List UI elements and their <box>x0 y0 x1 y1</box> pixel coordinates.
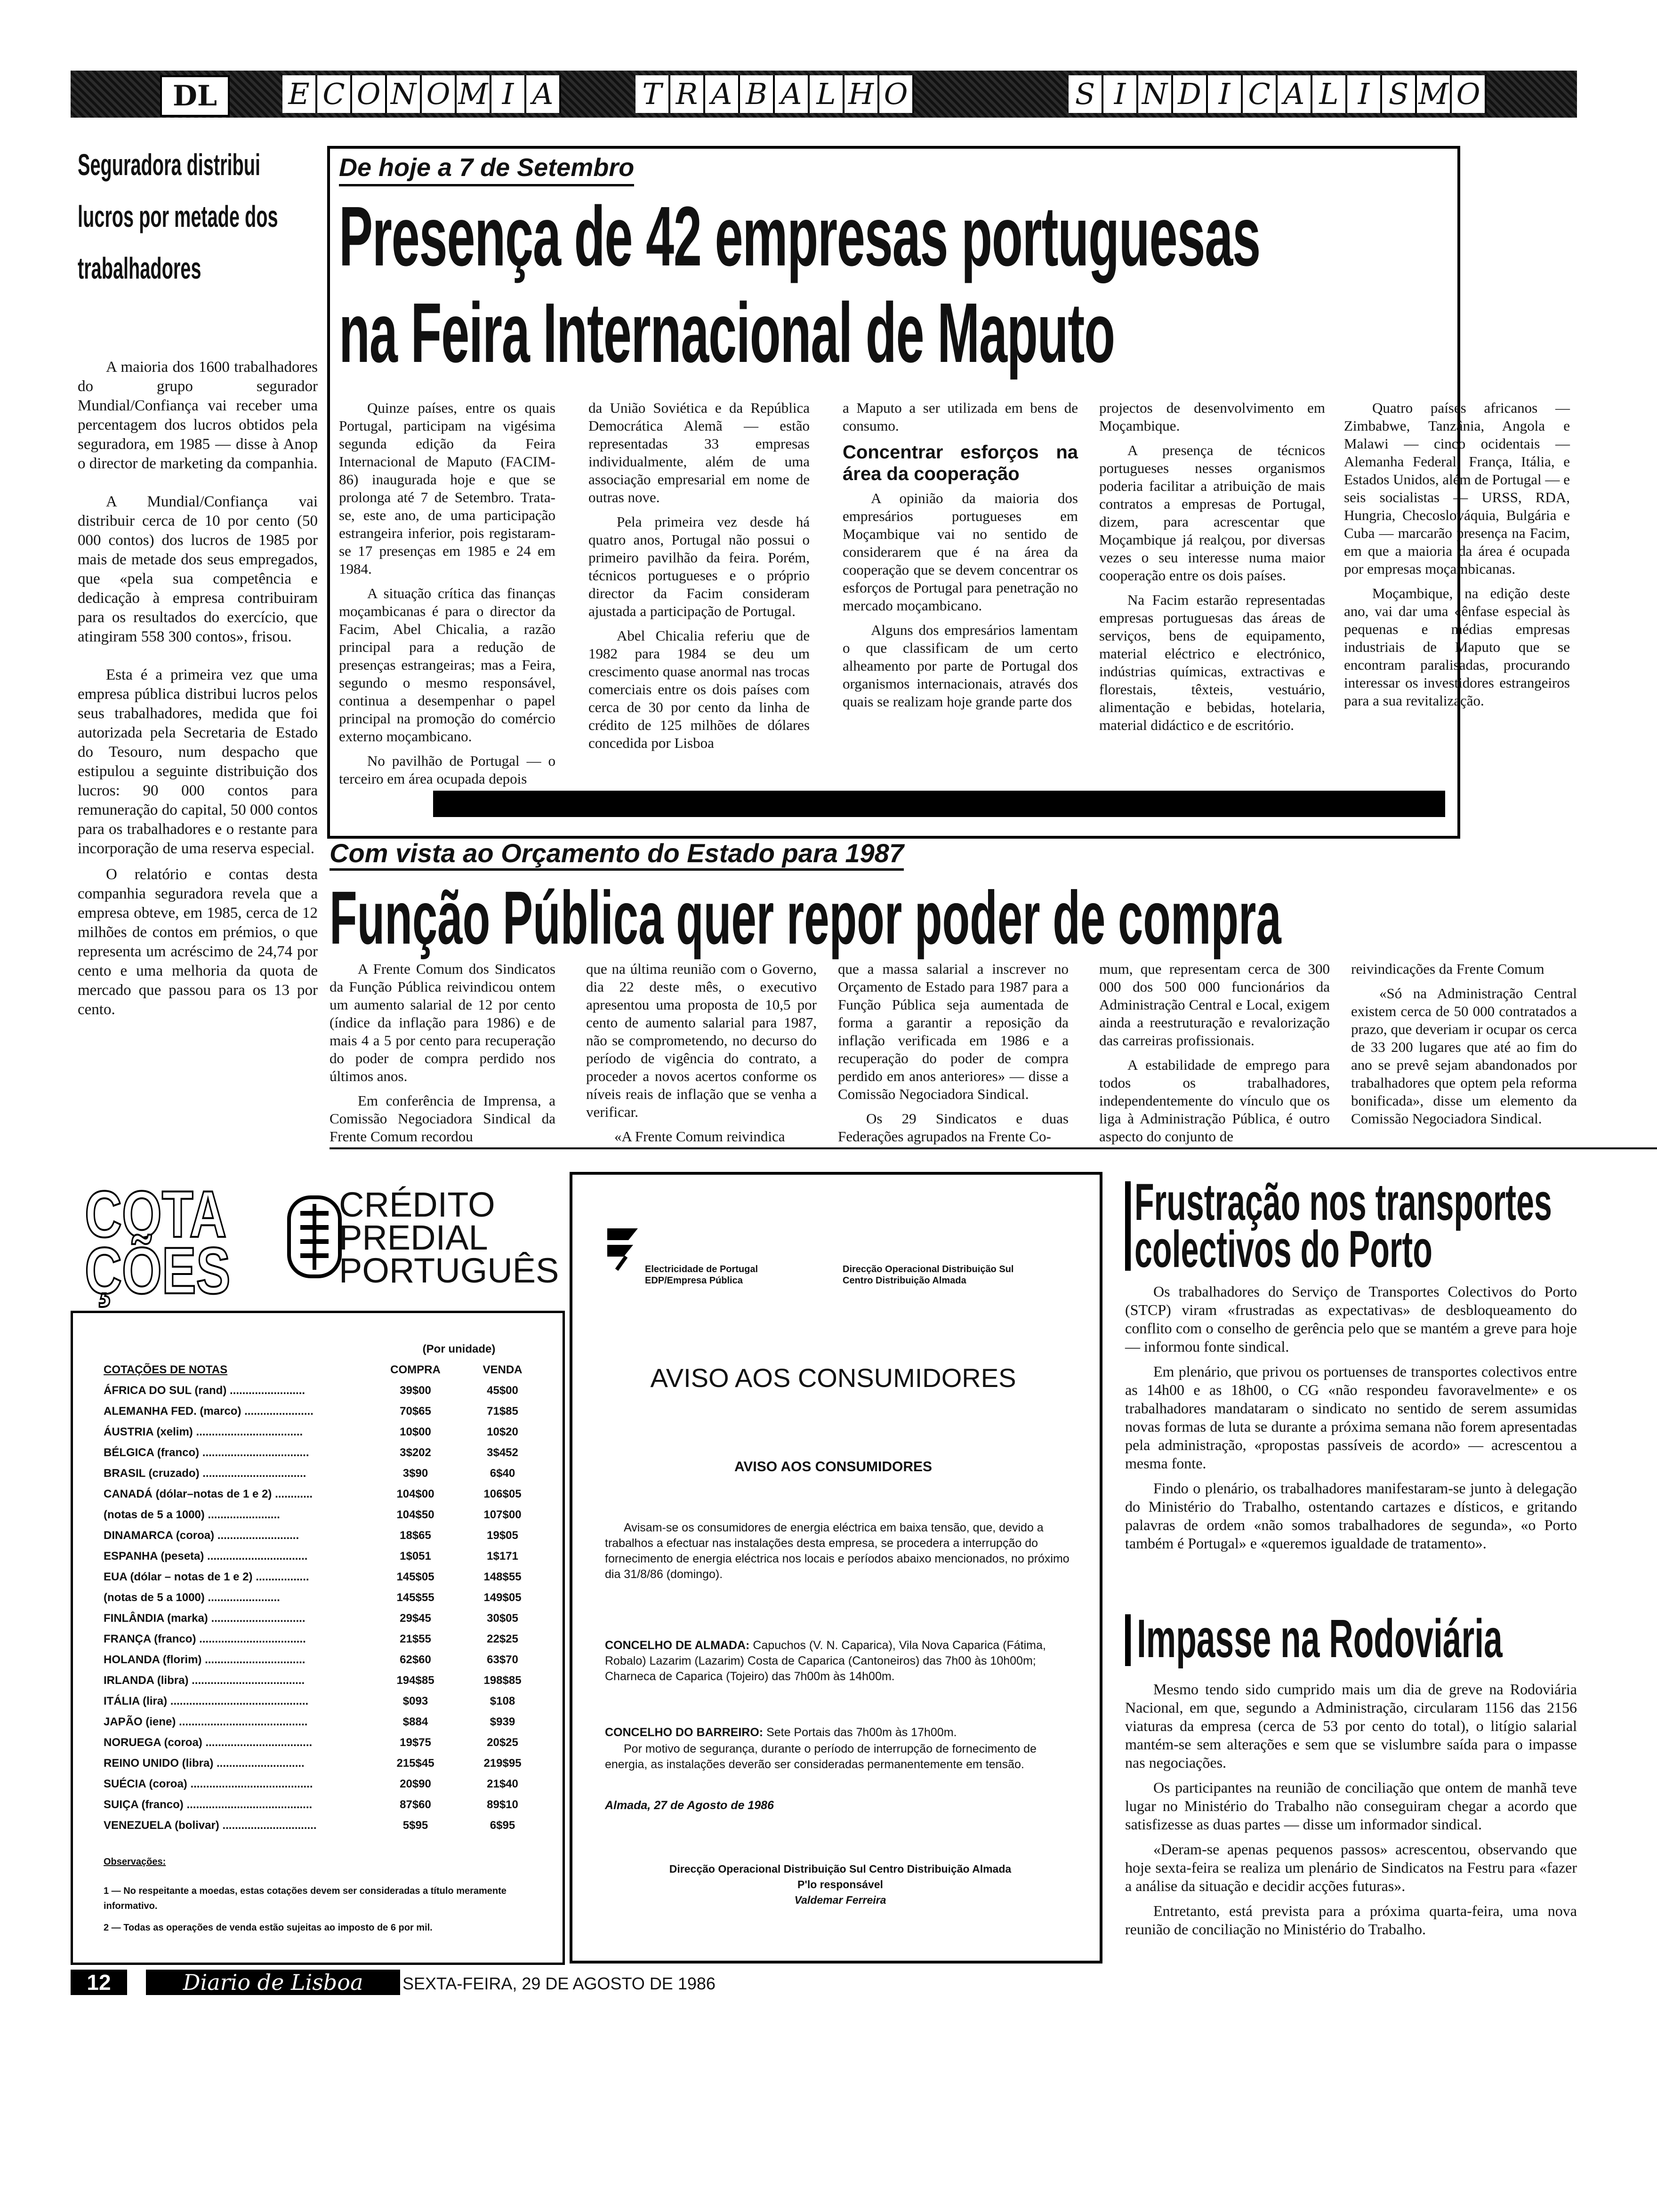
paragraph: «A Frente Comum reivindica <box>614 1128 785 1145</box>
main-story-headline: Presença de 42 empresas portuguesas na Feira Internacional de Maputo <box>339 189 1261 380</box>
table-row <box>104 1795 546 1815</box>
currency-name: CANADÁ (dólar–notas de 1 e 2) ............ <box>104 1488 313 1500</box>
porto-story-body <box>1125 1282 1577 1559</box>
table-row <box>104 1422 546 1443</box>
section-letter: N <box>1138 75 1173 113</box>
section-letter: B <box>740 75 775 113</box>
rodoviaria-headline: Impasse na Rodoviária <box>1137 1609 1503 1669</box>
buy-rate: 10$00 <box>400 1426 431 1438</box>
second-story-headline: Função Pública quer repor poder de compra <box>330 875 1281 960</box>
currency-name: (notas de 5 a 1000) ....................... <box>104 1591 280 1604</box>
sell-rate: 1$171 <box>487 1550 518 1563</box>
section-letter: I <box>1347 75 1382 113</box>
newspaper-name: Diario de Lisboa <box>146 1970 400 1995</box>
main-story-column-4 <box>1099 399 1325 741</box>
section-letter: S <box>1069 75 1103 113</box>
edp-signature: Direcção Operacional Distribuição Sul Centro Distribuição Almada P'lo responsável Valdemar Ferreira <box>669 1863 1012 1906</box>
sell-rate: 21$40 <box>487 1778 518 1790</box>
buy-rate: 5$95 <box>402 1819 428 1832</box>
main-story-kicker: De hoje a 7 de Setembro <box>339 153 634 186</box>
sell-rate: 19$05 <box>487 1529 518 1542</box>
table-row <box>104 1463 546 1484</box>
porto-accent-bar <box>1125 1181 1131 1271</box>
paragraph: que a massa salarial a inscrever no Orçamento de Estado para 1987 para a Função Pública seja aumentada de forma a garantir a reposição da inflação verificada em 1986 e a recuperação do poder de compra perdido em anos anteriores» — disse a Comissão Negociadora Sindical. <box>838 961 1069 1102</box>
currency-name: ITÁLIA (lira) ............................................ <box>104 1695 309 1707</box>
section-letter: N <box>387 75 422 113</box>
second-story-kicker: Com vista ao Orçamento do Estado para 1987 <box>330 838 904 871</box>
note: 2 — Todas as operações de venda estão sujeitas ao imposto de 6 por mil. <box>104 1923 433 1933</box>
edp-barreiro: CONCELHO DO BARREIRO: Sete Portais das 7h00m às 17h00m. <box>605 1726 957 1739</box>
currency-name: NORUEGA (coroa) .................................. <box>104 1736 313 1749</box>
buy-rate: $884 <box>402 1715 428 1728</box>
sell-rate: 198$85 <box>483 1674 522 1687</box>
paragraph: A situação crítica das finanças moçambicanas é para o director da Facim, Abel Chicalia, a razão principal para a redução de presenças estrangeiras; mas a Feira, segundo o mesmo responsável, continua a desempenhar o papel principal na promoção do comércio externo moçambicano. <box>339 585 555 745</box>
buy-rate: 87$60 <box>400 1798 431 1811</box>
main-story-column-1 <box>339 399 555 794</box>
edp-organisation: Electricidade de Portugal EDP/Empresa Pública <box>645 1264 758 1286</box>
buy-rate: 3$90 <box>402 1467 428 1480</box>
buy-rate: 145$55 <box>396 1591 434 1604</box>
currency-name: BÉLGICA (franco) .................................. <box>104 1446 309 1459</box>
buy-rate: 62$60 <box>400 1653 431 1666</box>
paragraph: Em plenário, que privou os portuenses de transportes colectivos entre as 14h00 e as 18h00, o CG «não respondeu favoravelmente» e os trabalhadores mandataram o sindicato no sentido de serem assumidas novas formas de luta se durante a próxima semana não forem apresentadas pela administração, «propostas passíveis de acordo» — acrescentou a mesma fonte. <box>1125 1363 1577 1472</box>
subheading: Concentrar esforços na área da cooperação <box>843 442 1078 484</box>
table-unit-row <box>104 1339 546 1360</box>
paragraph: projectos de desenvolvimento em Moçambique. <box>1099 400 1325 434</box>
table-header-row <box>104 1360 546 1380</box>
section-letter: O <box>352 75 387 113</box>
section-letter: L <box>1312 75 1347 113</box>
section-letter: C <box>317 75 352 113</box>
table-row <box>104 1732 546 1753</box>
buy-rate: 194$85 <box>396 1674 434 1687</box>
table-row <box>104 1546 546 1567</box>
exchange-rate-table <box>104 1339 546 1836</box>
paragraph: que na última reunião com o Governo, dia 22 deste mês, o executivo apresentou uma proposta de 10,5 por cento de aumento salarial para 1987, não se comprometendo, no decurso do período de vigência do contrato, a proceder a novos acertos conforme os níveis reais de inflação que se venha a verificar. <box>586 961 817 1120</box>
currency-name: FINLÂNDIA (marka) .............................. <box>104 1612 306 1625</box>
section-label-economia <box>282 75 561 113</box>
main-story-column-5 <box>1344 399 1570 716</box>
table-row <box>104 1712 546 1732</box>
main-story-column-3 <box>843 399 1078 717</box>
buy-rate: 70$65 <box>400 1405 431 1418</box>
exchange-rate-notes <box>104 1854 546 1935</box>
table-row <box>104 1401 546 1422</box>
paragraph: reivindicações da Frente Comum <box>1351 961 1544 977</box>
sell-rate: 89$10 <box>487 1798 518 1811</box>
currency-name: (notas de 5 a 1000) ....................... <box>104 1508 280 1521</box>
section-label-sindicalismo <box>1069 75 1487 113</box>
sell-rate: 149$05 <box>483 1591 522 1604</box>
paragraph: Pela primeira vez desde há quatro anos, Portugal não possui o primeiro pavilhão da feira. Porém, técnicos portugueses e o próprio director da Facim consideram ajustada a participação de Portugal. <box>588 513 810 619</box>
edp-logo-icon <box>600 1219 652 1271</box>
edp-notice-body: Avisam-se os consumidores de energia eléctrica em baixa tensão, que, devido a trabalhos a efectuar nas instalações desta empresa, se procedera a interrupção do fornecimento de energia eléctrica nos locais e períodos abaixo mencionados, no próximo dia 31/8/86 (domingo). <box>605 1521 1070 1581</box>
porto-headline: Frustração nos transportes colectivos do Porto <box>1134 1173 1552 1278</box>
buy-rate: 21$55 <box>400 1633 431 1645</box>
section-letter: A <box>775 75 810 113</box>
table-row <box>104 1815 546 1836</box>
paragraph: da União Soviética e da República Democrática Alemã — estão representadas 33 empresas individualmente, além de uma associação empresarial em nome de outras nove. <box>588 400 810 505</box>
paragraph: Os trabalhadores do Serviço de Transportes Colectivos do Porto (STCP) viram «frustradas as expectativas» de desbloqueamento do conflito com o conselho de gerência pelo que se mantém a greve para hoje — informou fonte sindical. <box>1125 1283 1577 1355</box>
paragraph: Findo o plenário, os trabalhadores manifestaram-se junto à delegação do Ministério do Trabalho, ostentando cartazes e dísticos, e gritando palavras de ordem «não somos trabalhadores de segunda», «o Porto também é Portugal» e «queremos igualdade de tratamento». <box>1125 1480 1577 1552</box>
section-letter: A <box>526 75 561 113</box>
currency-name: ESPANHA (peseta) ................................ <box>104 1550 308 1563</box>
paragraph: Alguns dos empresários lamentam o que classificam de um certo alheamento por parte de Portugal dos organismos internacionais, através dos quais se realizam hoje grande parte dos <box>843 622 1078 710</box>
buy-rate: 104$50 <box>396 1508 434 1521</box>
publication-date: SEXTA-FEIRA, 29 DE AGOSTO DE 1986 <box>402 1974 716 1993</box>
section-letter: C <box>1243 75 1278 113</box>
sell-rate: 219$95 <box>483 1757 522 1770</box>
section-letter: O <box>879 75 914 113</box>
bank-emblem-icon <box>287 1195 342 1278</box>
sell-rate: 6$95 <box>490 1819 515 1832</box>
sell-rate: 63$70 <box>487 1653 518 1666</box>
cotacoes-logo-word: COTA ÇÕES <box>85 1177 231 1307</box>
table-row <box>104 1567 546 1587</box>
currency-name: ÁFRICA DO SUL (rand) ........................ <box>104 1384 306 1397</box>
sell-rate: $108 <box>490 1695 515 1707</box>
currency-name: SUIÇA (franco) ........................................ <box>104 1798 313 1811</box>
section-letter: O <box>1452 75 1487 113</box>
section-letter: A <box>705 75 740 113</box>
paragraph: Os participantes na reunião de conciliação que ontem de manhã teve lugar no Ministério do Trabalho não conseguiram chegar a acordo que satisfizesse as duas partes — disse um informador sindical. <box>1125 1779 1577 1833</box>
sell-rate: 106$05 <box>483 1488 522 1500</box>
page-number: 12 <box>71 1970 127 1995</box>
paragraph: «Deram-se apenas pequenos passos» acrescentou, observando que hoje sexta-feira se realiza um plenário de Sindicatos na Festru para «fazer a análise da situação e decidir acções futuras». <box>1125 1841 1577 1894</box>
paragraph: Os 29 Sindicatos e duas Federações agrupados na Frente Co- <box>838 1110 1069 1145</box>
sidebar-paragraph: O relatório e contas desta companhia seguradora revela que a empresa obteve, em 1985, cerca de 12 milhões de contos em prémios, o que representa um acréscimo de 24,74 por cento e uma melhoria da quota de mercado que passou para os 13 por cento. <box>78 866 318 1018</box>
currency-name: FRANÇA (franco) .................................. <box>104 1633 306 1645</box>
currency-name: DINAMARCA (coroa) .......................... <box>104 1529 299 1542</box>
sell-rate: 20$25 <box>487 1736 518 1749</box>
section-letter: D <box>1173 75 1208 113</box>
table-row <box>104 1650 546 1670</box>
section-label-trabalho <box>635 75 914 113</box>
sidebar-headline: Seguradora distribui lucros por metade dos trabalhadores <box>78 148 278 285</box>
paragraph: A estabilidade de emprego para todos os trabalhadores, independentemente do vínculo que os liga à Administração Pública, é outro aspecto do conjunto de <box>1099 1057 1330 1145</box>
sidebar-paragraph: Esta é a primeira vez que uma empresa pública distribui lucros pelos seus trabalhadores, medida que foi autorizada pela Secretaria de Estado do Tesouro, num despacho que estipulou a seguinte distribuição dos lucros: 90 000 contos para remuneração do capital, 50 000 contos para os trabalhadores e o restante para incorporação de uma reserva especial. <box>78 666 318 857</box>
sell-rate: 30$05 <box>487 1612 518 1625</box>
buy-rate: 3$202 <box>400 1446 431 1459</box>
section-letter: A <box>1278 75 1312 113</box>
paragraph: Em conferência de Imprensa, a Comissão Negociadora Sindical da Frente Comum recordou <box>330 1092 555 1145</box>
bank-name: CRÉDITO PREDIAL PORTUGUÊS <box>339 1185 559 1290</box>
table-row <box>104 1753 546 1774</box>
table-row <box>104 1774 546 1795</box>
paper-logo: DL <box>160 75 230 117</box>
second-story-column-5 <box>1351 960 1577 1134</box>
main-story-column-2 <box>588 399 810 759</box>
section-letter: I <box>1103 75 1138 113</box>
sell-rate: 107$00 <box>483 1508 522 1521</box>
table-row <box>104 1525 546 1546</box>
second-story-column-2 <box>586 960 817 1152</box>
paragraph: A opinião da maioria dos empresários portugueses em Moçambique vai no sentido de considerarem que é na área da cooperação que se devem concentrar os esforços de Portugal para penetração no mercado moçambicano. <box>843 490 1078 614</box>
currency-name: SUÉCIA (coroa) ....................................... <box>104 1778 313 1790</box>
rodoviaria-accent-bar <box>1125 1614 1131 1666</box>
edp-safety: Por motivo de segurança, durante o período de interrupção de fornecimento de energia, as instalações deverão ser consideradas permanentemente em tensão. <box>605 1742 1037 1771</box>
buy-rate: 29$45 <box>400 1612 431 1625</box>
section-letter: H <box>845 75 879 113</box>
main-story-rule <box>433 791 1445 817</box>
buy-rate: $093 <box>402 1695 428 1707</box>
sell-rate: $939 <box>490 1715 515 1728</box>
sidebar-paragraph: A Mundial/Confiança vai distribuir cerca de 10 por cento (50 000 contos) dos lucros de 1985 por mais de metade dos seus empregados, que «pela sua competência e dedicação à empresa contribuiram para os resultados do exercício, que atingiram 558 300 contos», frisou. <box>78 493 318 645</box>
table-cell <box>104 1339 372 1360</box>
notes-title: Observações: <box>104 1857 166 1867</box>
sell-rate: 45$00 <box>487 1384 518 1397</box>
currency-name: HOLANDA (florim) ................................ <box>104 1653 306 1666</box>
unit-note: (Por unidade) <box>422 1343 496 1355</box>
paragraph: «Só na Administração Central existem cerca de 50 000 contratados a prazo, que deveriam ir ocupar os cerca de 33 200 lugares que até ao fim do ano se prevê sejam abandonados por trabalhadores que optem pela reforma bonificada», disse um elemento da Comissão Negociadora Sindical. <box>1351 985 1577 1127</box>
section-letter: T <box>635 75 670 113</box>
section-letter: M <box>1417 75 1452 113</box>
column-header-buy: COMPRA <box>390 1363 441 1376</box>
buy-rate: 39$00 <box>400 1384 431 1397</box>
paragraph: A presença de técnicos portugueses nesses organismos poderia facilitar a atribuição de mais contratos a empresas de Portugal, dizem, para acrescentar que Moçambique já realçou, por diversas vezes o seu interesse numa maior cooperação entre os dois países. <box>1099 442 1325 584</box>
rodoviaria-story-body <box>1125 1680 1577 1945</box>
currency-name: ALEMANHA FED. (marco) ...................... <box>104 1405 314 1418</box>
paragraph: Moçambique, na edição deste ano, vai dar uma «ênfase especial às pequenas e médias empresas industriais de Maputo que se encontram paralisadas, procurando interessar os investidores estrangeiros para a sua revitalização. <box>1344 585 1570 709</box>
currency-name: EUA (dólar – notas de 1 e 2) ................. <box>104 1571 309 1583</box>
column-header-name: COTAÇÕES DE NOTAS <box>104 1363 228 1376</box>
edp-almada: CONCELHO DE ALMADA: Capuchos (V. N. Caparica), Vila Nova Caparica (Fátima, Robalo) Lazarim (Lazarim) Costa de Caparica (Cantoneiros) das 7h00 às 10h00m; Charneca de Caparica (Tojeiro) das 7h00m às 14h00m. <box>605 1639 1046 1683</box>
sell-rate: 148$55 <box>483 1571 522 1583</box>
table-row <box>104 1608 546 1629</box>
sell-rate: 71$85 <box>487 1405 518 1418</box>
paragraph: A Frente Comum dos Sindicatos da Função Pública reivindicou ontem um aumento salarial de 12 por cento (índice da inflação para 1986) e de mais 4 a 5 por cento para recuperação do poder de compra perdido nos últimos anos. <box>330 961 555 1084</box>
edp-place-date: Almada, 27 de Agosto de 1986 <box>605 1799 774 1812</box>
paragraph: No pavilhão de Portugal — o terceiro em área ocupada depois <box>339 753 555 787</box>
section-letter: M <box>457 75 491 113</box>
edp-notice-subtitle: AVISO AOS CONSUMIDORES <box>734 1459 933 1475</box>
currency-name: VENEZUELA (bolivar) .............................. <box>104 1819 317 1832</box>
section-letter: E <box>282 75 317 113</box>
column-header-sell: VENDA <box>483 1363 523 1376</box>
buy-rate: 20$90 <box>400 1778 431 1790</box>
table-row <box>104 1380 546 1401</box>
table-row <box>104 1505 546 1525</box>
paragraph: Quinze países, entre os quais Portugal, participam na vigésima segunda edição da Feira Internacional de Maputo (FACIM-86) inaugurada hoje e que se prolonga até 7 de Setembro. Trata-se, este ano, de uma participação estrangeira inferior, pois registaram-se 17 presenças em 1985 e 24 em 1984. <box>339 400 555 577</box>
second-story-column-3 <box>838 960 1069 1152</box>
buy-rate: 145$05 <box>396 1571 434 1583</box>
edp-notice-title: AVISO AOS CONSUMIDORES <box>650 1363 1016 1393</box>
table-row <box>104 1587 546 1608</box>
sidebar-paragraph: A maioria dos 1600 trabalhadores do grupo segurador Mundial/Confiança vai receber uma percentagem dos lucros obtidos pela seguradora, em 1985 — disse à Anop o director de marketing da companhia. <box>78 359 318 472</box>
currency-name: REINO UNIDO (libra) ............................ <box>104 1757 305 1770</box>
table-row <box>104 1484 546 1505</box>
currency-name: BRASIL (cruzado) ................................. <box>104 1467 306 1480</box>
divider <box>330 1147 1657 1149</box>
currency-name: IRLANDA (libra) .................................... <box>104 1674 305 1687</box>
section-letter: S <box>1382 75 1417 113</box>
section-banner <box>71 71 1577 118</box>
table-row <box>104 1443 546 1463</box>
buy-rate: 104$00 <box>396 1488 434 1500</box>
section-letter: I <box>491 75 526 113</box>
second-story-column-4 <box>1099 960 1330 1152</box>
table-row <box>104 1670 546 1691</box>
buy-rate: 215$45 <box>396 1757 434 1770</box>
paragraph: Na Facim estarão representadas empresas portuguesas das áreas de serviços, bens de equipamento, material eléctrico e electrónico, indústrias químicas, extractivas e florestais, têxteis, vestuário, alimentação e bebidas, hotelaria, material didáctico e de escritório. <box>1099 592 1325 733</box>
section-letter: R <box>670 75 705 113</box>
paragraph: Mesmo tendo sido cumprido mais um dia de greve na Rodoviária Nacional, em que, segundo a Administração, circularam 1156 das 2156 viaturas da empresa (cerca de 53 por cento do total), o litígio salarial mantém-se sem alterações e sem que se vislumbre saída para o impasse nas negociações. <box>1125 1681 1577 1771</box>
paragraph: Quatro países africanos — Zimbabwe, Tanzânia, Angola e Malawi — cinco ocidentais — Alemanha Federal, França, Itália, e Estados Unidos, além de Portugal — e seis socialistas — URSS, RDA, Hungria, Checoslováquia, Bulgária e Cuba — marcarão presença na Facim, em que a maioria da área é ocupada por empresas moçambicanas. <box>1344 400 1570 577</box>
paragraph: mum, que representam cerca de 300 000 dos 500 000 funcionários da Administração Central e Local, exigem ainda a reestruturação e revalorização das carreiras profissionais. <box>1099 961 1330 1049</box>
second-story-column-1 <box>330 960 555 1152</box>
note: 1 — No respeitante a moedas, estas cotações devem ser consideradas a título meramente informativo. <box>104 1886 507 1911</box>
section-letter: L <box>810 75 845 113</box>
sell-rate: 22$25 <box>487 1633 518 1645</box>
table-row <box>104 1691 546 1712</box>
currency-name: ÁUSTRIA (xelim) .................................. <box>104 1426 303 1438</box>
sell-rate: 10$20 <box>487 1426 518 1438</box>
currency-name: JAPÃO (iene) ......................................... <box>104 1715 308 1728</box>
table-row <box>104 1629 546 1650</box>
buy-rate: 1$051 <box>400 1550 431 1563</box>
edp-direction: Direcção Operacional Distribuição Sul Centro Distribuição Almada <box>843 1264 1014 1286</box>
buy-rate: 18$65 <box>400 1529 431 1542</box>
section-letter: I <box>1208 75 1243 113</box>
sell-rate: 6$40 <box>490 1467 515 1480</box>
section-letter: O <box>422 75 457 113</box>
buy-rate: 19$75 <box>400 1736 431 1749</box>
paragraph: a Maputo a ser utilizada em bens de consumo. <box>843 400 1078 434</box>
paragraph: Abel Chicalia referiu que de 1982 para 1984 se deu um crescimento quase anormal nas trocas comerciais entre os dois países com cerca de 30 por cento da linha de crédito de 125 milhões de dólares concedida por Lisboa <box>588 627 810 751</box>
paragraph: Entretanto, está prevista para a próxima quarta-feira, uma nova reunião de conciliação no Ministério do Trabalho. <box>1125 1902 1577 1938</box>
sidebar-body <box>78 358 318 1026</box>
sell-rate: 3$452 <box>487 1446 518 1459</box>
